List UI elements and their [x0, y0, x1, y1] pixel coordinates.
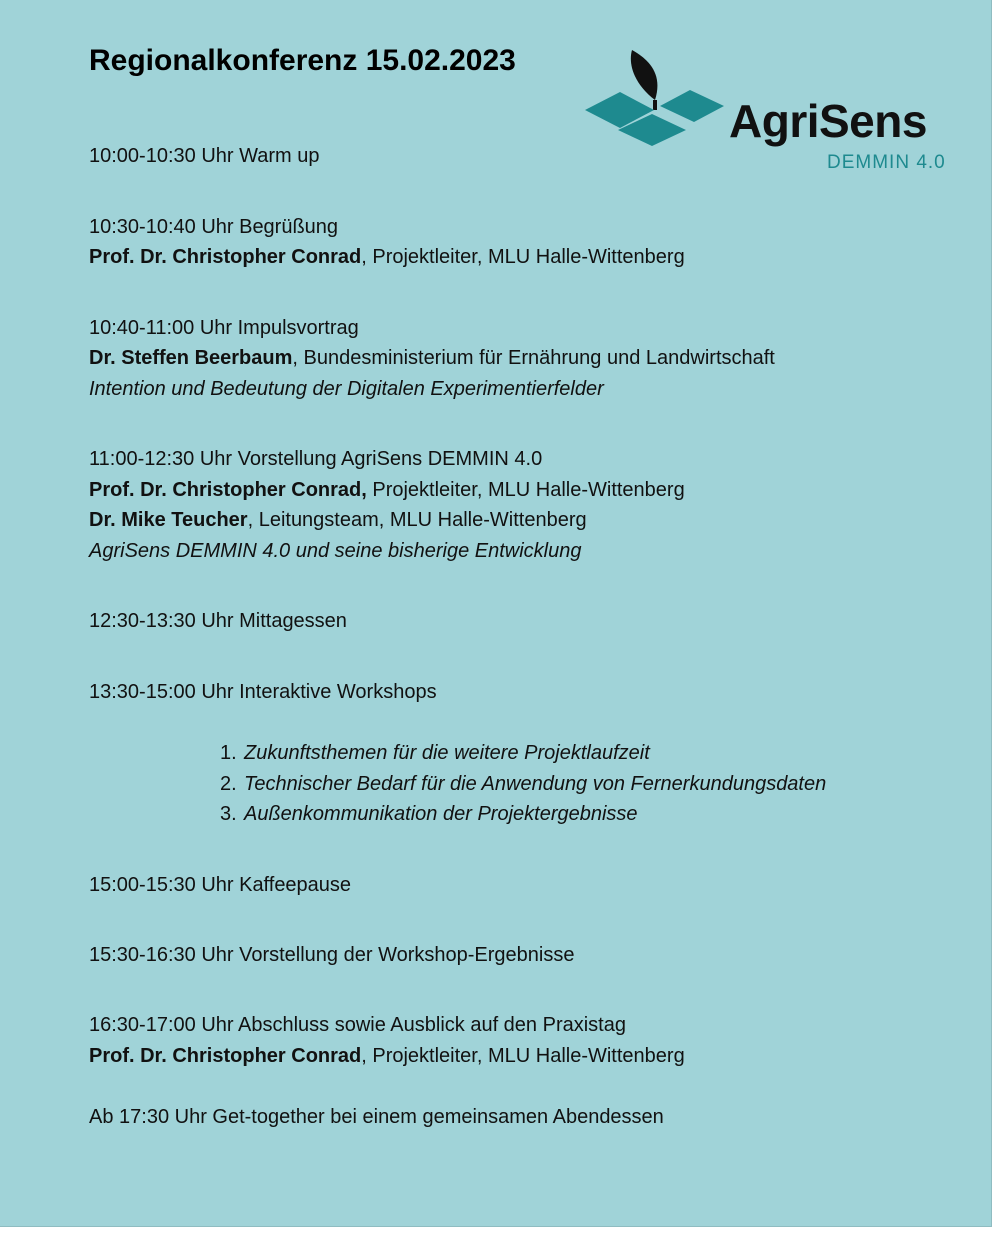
- speaker-name: Dr. Steffen Beerbaum: [89, 347, 293, 369]
- agenda-item-keynote: 10:40-11:00 Uhr Impulsvortrag: [89, 317, 359, 339]
- logo-wordmark: AgriSens: [729, 95, 927, 147]
- agenda-item-get-together: Ab 17:30 Uhr Get-together bei einem gemeinsamen Abendessen: [89, 1106, 664, 1128]
- workshop-item: [220, 740, 650, 766]
- speaker-line: [89, 345, 775, 371]
- speaker-line: [89, 1043, 685, 1069]
- agenda-item-results: 15:30-16:30 Uhr Vorstellung der Workshop-Ergebnisse: [89, 944, 575, 966]
- speaker-line: [89, 477, 685, 503]
- agenda-item-coffee: 15:00-15:30 Uhr Kaffeepause: [89, 874, 352, 896]
- logo-subtitle: DEMMIN 4.0: [827, 152, 946, 173]
- speaker-name: Prof. Dr. Christopher Conrad: [89, 246, 362, 268]
- speaker-line: [89, 244, 685, 270]
- speaker-role: , Leitungsteam, MLU Halle-Wittenberg: [247, 509, 587, 531]
- workshop-item: [220, 801, 638, 827]
- agrisens-logo: [582, 48, 962, 178]
- speaker-role: , Projektleiter, MLU Halle-Wittenberg: [361, 1045, 685, 1067]
- agenda-item-workshops: 13:30-15:00 Uhr Interaktive Workshops: [89, 681, 437, 703]
- agenda-item-greeting: 10:30-10:40 Uhr Begrüßung: [89, 216, 339, 238]
- leaf-tiles-icon: [582, 48, 732, 148]
- speaker-name: Prof. Dr. Christopher Conrad: [89, 1045, 362, 1067]
- speaker-name: Prof. Dr. Christopher Conrad,: [89, 479, 367, 501]
- speaker-role: Projektleiter, MLU Halle-Wittenberg: [366, 479, 685, 501]
- speaker-name: Dr. Mike Teucher: [89, 509, 248, 531]
- agenda-item-closing: 16:30-17:00 Uhr Abschluss sowie Ausblick auf den Praxistag: [89, 1014, 626, 1036]
- agenda-item-warmup: 10:00-10:30 Uhr Warm up: [89, 145, 320, 167]
- workshop-title: Technischer Bedarf für die Anwendung von Fernerkundungsdaten: [244, 773, 827, 795]
- workshop-title: Außenkommunikation der Projektergebnisse: [244, 803, 638, 825]
- page-title: Regionalkonferenz 15.02.2023: [89, 44, 516, 77]
- workshop-title: Zukunftsthemen für die weitere Projektlaufzeit: [244, 742, 650, 764]
- workshop-item: [220, 771, 826, 797]
- talk-topic: Intention und Bedeutung der Digitalen Experimentierfelder: [89, 378, 604, 400]
- agenda-item-lunch: 12:30-13:30 Uhr Mittagessen: [89, 610, 347, 632]
- speaker-role: , Projektleiter, MLU Halle-Wittenberg: [361, 246, 685, 268]
- agenda-item-presentation: 11:00-12:30 Uhr Vorstellung AgriSens DEMMIN 4.0: [89, 448, 543, 470]
- workshop-number: 2.: [220, 773, 237, 795]
- talk-topic: AgriSens DEMMIN 4.0 und seine bisherige Entwicklung: [89, 540, 582, 562]
- workshop-number: 1.: [220, 742, 237, 764]
- workshop-number: 3.: [220, 803, 237, 825]
- speaker-line: [89, 507, 587, 533]
- speaker-role: , Bundesministerium für Ernährung und Landwirtschaft: [292, 347, 775, 369]
